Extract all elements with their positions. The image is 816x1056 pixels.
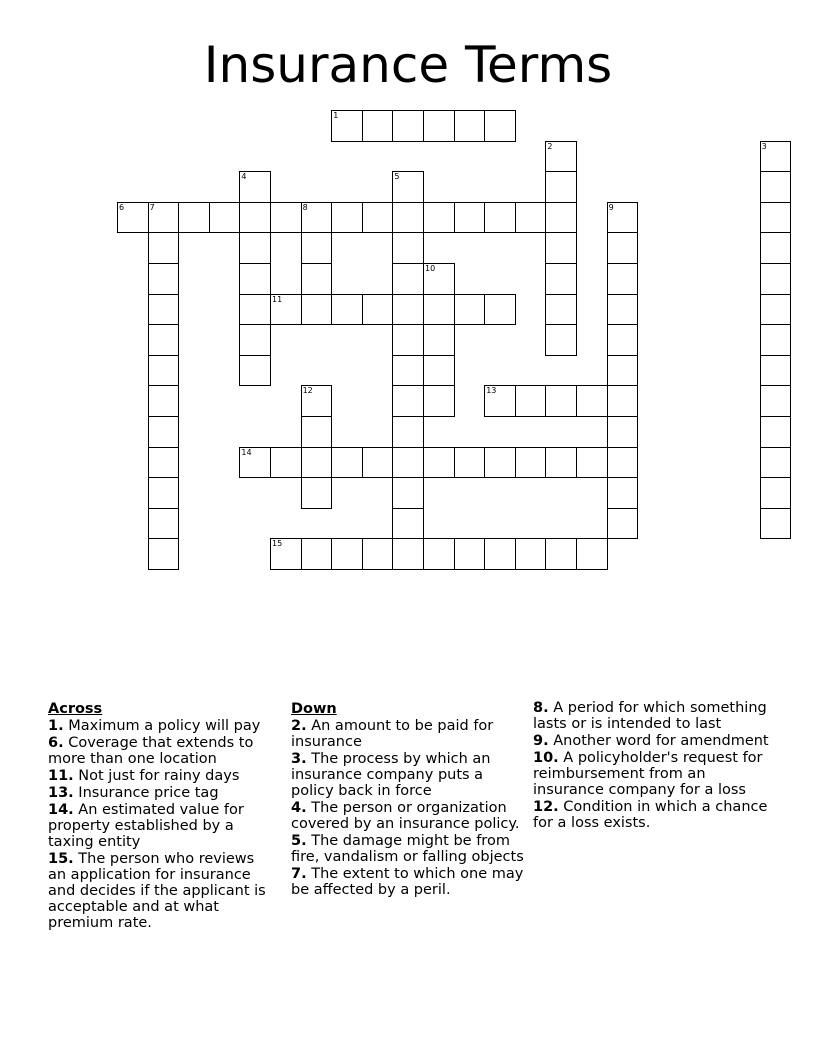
grid-cell[interactable] — [545, 385, 577, 417]
clue-item-number: 9. — [533, 733, 549, 749]
clue-item-number: 10. — [533, 750, 559, 766]
grid-cell[interactable] — [423, 385, 455, 417]
clue-item-number: 12. — [533, 799, 559, 815]
grid-cell[interactable] — [331, 538, 363, 570]
grid-cell[interactable] — [576, 385, 608, 417]
grid-cell[interactable] — [331, 294, 363, 326]
clue-item-number: 8. — [533, 700, 549, 716]
grid-cell[interactable] — [515, 447, 547, 479]
grid-cell[interactable] — [148, 202, 180, 234]
grid-cell[interactable] — [423, 324, 455, 356]
grid-cell[interactable] — [545, 538, 577, 570]
grid-cell[interactable] — [760, 324, 792, 356]
grid-cell[interactable] — [270, 294, 302, 326]
grid-cell[interactable] — [576, 447, 608, 479]
clue-number: 6 — [119, 202, 125, 212]
grid-cell[interactable] — [392, 294, 424, 326]
grid-cell[interactable] — [148, 416, 180, 448]
clue-number: 13 — [486, 386, 497, 396]
clue-item — [48, 851, 276, 931]
clue-item-text: Maximum a policy will pay — [68, 718, 261, 734]
grid-cell[interactable] — [423, 447, 455, 479]
grid-cell[interactable] — [515, 385, 547, 417]
clue-item-number: 3. — [291, 751, 307, 767]
grid-cell[interactable] — [760, 232, 792, 264]
grid-cell[interactable] — [423, 538, 455, 570]
clue-item-number: 2. — [291, 718, 307, 734]
across-heading: Across — [48, 701, 103, 717]
down-clues — [291, 700, 527, 899]
grid-cell[interactable] — [117, 202, 149, 234]
grid-cell[interactable] — [392, 232, 424, 264]
clue-item-number: 7. — [291, 866, 307, 882]
clue-item — [48, 735, 276, 767]
grid-cell[interactable] — [607, 294, 639, 326]
grid-cell[interactable] — [515, 538, 547, 570]
grid-cell[interactable] — [545, 141, 577, 173]
grid-cell[interactable] — [392, 263, 424, 295]
clue-item — [48, 785, 276, 801]
grid-cell[interactable] — [301, 385, 333, 417]
grid-cell[interactable] — [331, 202, 363, 234]
clue-item-text: An estimated value for property established by a taxing entity — [48, 802, 244, 850]
grid-cell[interactable] — [301, 294, 333, 326]
grid-cell[interactable] — [301, 447, 333, 479]
clue-number: 10 — [425, 264, 436, 273]
grid-cell[interactable] — [301, 202, 333, 234]
clue-number: 9 — [608, 202, 614, 212]
grid-cell[interactable] — [545, 263, 577, 295]
grid-cell[interactable] — [607, 447, 639, 479]
grid-cell[interactable] — [148, 447, 180, 479]
grid-cell[interactable] — [178, 202, 210, 234]
grid-cell[interactable] — [239, 447, 271, 479]
grid-cell[interactable] — [392, 385, 424, 417]
clue-item-text: A period for which something lasts or is intended to last — [533, 700, 767, 732]
clue-item-text: The person who reviews an application for insurance and decides if the applicant is acceptable and at what premium rate. — [48, 851, 266, 931]
clue-item-number: 6. — [48, 735, 64, 751]
grid-cell[interactable] — [760, 477, 792, 509]
grid-cell[interactable] — [148, 294, 180, 326]
grid-cell[interactable] — [484, 110, 516, 142]
grid-cell[interactable] — [148, 538, 180, 570]
grid-cell[interactable] — [484, 294, 516, 326]
clue-item-number: 1. — [48, 718, 64, 734]
clue-item-text: The damage might be from fire, vandalism or falling objects — [291, 833, 524, 865]
grid-cell[interactable] — [209, 202, 241, 234]
grid-cell[interactable] — [392, 508, 424, 540]
grid-cell[interactable] — [301, 477, 333, 509]
grid-cell[interactable] — [760, 141, 792, 173]
grid-cell[interactable] — [392, 447, 424, 479]
grid-cell[interactable] — [454, 538, 486, 570]
clue-item-text: A policyholder's request for reimbursement from an insurance company for a loss — [533, 750, 763, 798]
clue-item — [533, 799, 769, 831]
grid-cell[interactable] — [392, 324, 424, 356]
grid-cell[interactable] — [148, 355, 180, 387]
grid-cell[interactable] — [576, 538, 608, 570]
grid-cell[interactable] — [484, 538, 516, 570]
grid-cell[interactable] — [760, 508, 792, 540]
clue-item-text: Insurance price tag — [78, 785, 219, 801]
clue-number: 8 — [302, 202, 308, 212]
clue-item — [48, 768, 276, 784]
grid-cell[interactable] — [484, 202, 516, 234]
grid-cell[interactable] — [760, 416, 792, 448]
grid-cell[interactable] — [239, 294, 271, 326]
clue-item-number: 5. — [291, 833, 307, 849]
grid-cell[interactable] — [331, 110, 363, 142]
grid-cell[interactable] — [148, 263, 180, 295]
down-heading: Down — [291, 701, 337, 717]
grid-cell[interactable] — [423, 355, 455, 387]
clue-item — [291, 751, 527, 799]
grid-cell[interactable] — [545, 171, 577, 203]
clue-item-number: 15. — [48, 851, 74, 867]
grid-cell[interactable] — [362, 538, 394, 570]
grid-cell[interactable] — [607, 385, 639, 417]
grid-cell[interactable] — [392, 538, 424, 570]
grid-cell[interactable] — [760, 294, 792, 326]
grid-cell[interactable] — [607, 477, 639, 509]
grid-cell[interactable] — [607, 355, 639, 387]
grid-cell[interactable] — [607, 263, 639, 295]
clue-item — [291, 866, 527, 898]
grid-cell[interactable] — [423, 110, 455, 142]
grid-cell[interactable] — [607, 508, 639, 540]
grid-cell[interactable] — [301, 263, 333, 295]
clue-item — [533, 700, 769, 732]
clue-number: 3 — [761, 141, 767, 151]
clue-item — [291, 833, 527, 865]
clue-item-text: The extent to which one may be affected by a peril. — [291, 866, 524, 898]
grid-cell[interactable] — [392, 110, 424, 142]
clue-item-number: 13. — [48, 785, 74, 801]
grid-cell[interactable] — [301, 232, 333, 264]
grid-cell[interactable] — [239, 355, 271, 387]
grid-cell[interactable] — [454, 294, 486, 326]
clue-number: 15 — [272, 539, 283, 549]
grid-cell[interactable] — [454, 110, 486, 142]
clue-item-text: The person or organization covered by an insurance policy. — [291, 800, 520, 832]
grid-cell[interactable] — [760, 355, 792, 387]
grid-cell[interactable] — [239, 232, 271, 264]
grid-cell[interactable] — [423, 294, 455, 326]
grid-cell[interactable] — [484, 447, 516, 479]
grid-cell[interactable] — [362, 110, 394, 142]
grid-cell[interactable] — [392, 355, 424, 387]
grid-cell[interactable] — [301, 538, 333, 570]
clue-item — [533, 750, 769, 798]
grid-cell[interactable] — [239, 263, 271, 295]
grid-cell[interactable] — [515, 202, 547, 234]
down-clue-list — [291, 718, 527, 898]
clue-item-text: Coverage that extends to more than one location — [48, 735, 254, 767]
grid-cell[interactable] — [545, 232, 577, 264]
clue-number: 11 — [272, 294, 283, 304]
grid-cell[interactable] — [760, 171, 792, 203]
down-clue-list-continued — [533, 700, 769, 831]
clue-item-text: The process by which an insurance company puts a policy back in force — [291, 751, 491, 799]
across-clue-list — [48, 718, 276, 931]
across-clues — [48, 700, 276, 932]
grid-cell[interactable] — [239, 324, 271, 356]
clue-item-text: Condition in which a chance for a loss exists. — [533, 799, 768, 831]
grid-cell[interactable] — [392, 202, 424, 234]
grid-cell[interactable] — [362, 294, 394, 326]
clue-item-text: Not just for rainy days — [78, 768, 240, 784]
grid-cell[interactable] — [545, 447, 577, 479]
down-clues-continued — [533, 700, 769, 832]
grid-cell[interactable] — [392, 416, 424, 448]
grid-cell[interactable] — [148, 324, 180, 356]
grid-cell[interactable] — [270, 202, 302, 234]
grid-cell[interactable] — [270, 538, 302, 570]
grid-cell[interactable] — [607, 202, 639, 234]
grid-cell[interactable] — [760, 202, 792, 234]
grid-cell[interactable] — [362, 447, 394, 479]
grid-cell[interactable] — [331, 447, 363, 479]
grid-cell[interactable] — [148, 232, 180, 264]
grid-cell[interactable] — [362, 202, 394, 234]
grid-cell[interactable] — [148, 477, 180, 509]
clue-item — [48, 718, 276, 734]
grid-cell[interactable] — [301, 416, 333, 448]
grid-cell[interactable] — [454, 447, 486, 479]
clue-item-number: 11. — [48, 768, 74, 784]
grid-cell[interactable] — [545, 324, 577, 356]
grid-cell[interactable] — [148, 508, 180, 540]
clue-item — [48, 802, 276, 850]
grid-cell[interactable] — [454, 202, 486, 234]
grid-cell[interactable] — [607, 416, 639, 448]
grid-cell[interactable] — [607, 232, 639, 264]
clue-item — [533, 733, 769, 749]
grid-cell[interactable] — [423, 263, 455, 295]
grid-cell[interactable] — [545, 294, 577, 326]
clue-item-number: 4. — [291, 800, 307, 816]
clue-number: 1 — [333, 111, 339, 120]
grid-cell[interactable] — [760, 447, 792, 479]
clue-item-text: An amount to be paid for insurance — [291, 718, 494, 750]
grid-cell[interactable] — [760, 263, 792, 295]
clue-number: 7 — [149, 202, 155, 212]
grid-cell[interactable] — [148, 385, 180, 417]
grid-cell[interactable] — [239, 202, 271, 234]
clue-number: 14 — [241, 447, 252, 457]
grid-cell[interactable] — [392, 477, 424, 509]
clue-number: 12 — [302, 386, 313, 396]
grid-cell[interactable] — [545, 202, 577, 234]
puzzle-title: Insurance Terms — [203, 36, 613, 94]
grid-cell[interactable] — [484, 385, 516, 417]
grid-cell[interactable] — [423, 202, 455, 234]
clue-item-text: Another word for amendment — [553, 733, 769, 749]
clue-item — [291, 800, 527, 832]
grid-cell[interactable] — [607, 324, 639, 356]
clue-item — [291, 718, 527, 750]
clue-number: 4 — [241, 172, 247, 182]
grid-cell[interactable] — [239, 171, 271, 203]
grid-cell[interactable] — [392, 171, 424, 203]
grid-cell[interactable] — [270, 447, 302, 479]
clue-item-number: 14. — [48, 802, 74, 818]
clue-number: 5 — [394, 172, 400, 182]
grid-cell[interactable] — [760, 385, 792, 417]
clue-number: 2 — [547, 141, 553, 151]
